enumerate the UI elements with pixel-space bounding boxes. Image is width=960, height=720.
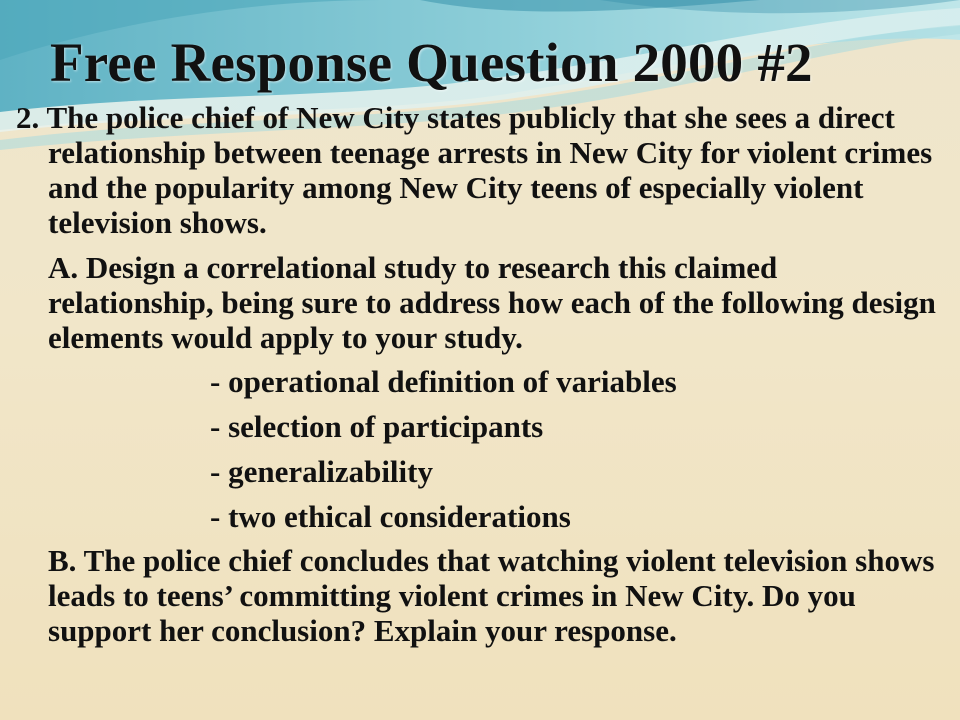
list-item: - two ethical considerations <box>210 499 571 534</box>
part-b-text: B. The police chief concludes that watching violent television shows leads to teens’ committing violent crimes in New City. Do you support her conclusion? Explain your response. <box>48 543 935 648</box>
question-text: 2. The police chief of New City states publicly that she sees a direct relationship between teenage arrests in New City for violent crimes and the popularity among New City teens of especially violent television shows. <box>16 100 933 240</box>
list-item: - generalizability <box>210 454 433 489</box>
question-body <box>16 100 946 648</box>
part-a-text: A. Design a correlational study to research this claimed relationship, being sure to address how each of the following design elements would apply to your study. <box>48 250 936 355</box>
list-item: - operational definition of variables <box>210 364 677 399</box>
slide-title: Free Response Question 2000 #2 <box>50 32 813 93</box>
list-item: - selection of participants <box>210 409 544 444</box>
design-elements-list <box>210 363 946 535</box>
